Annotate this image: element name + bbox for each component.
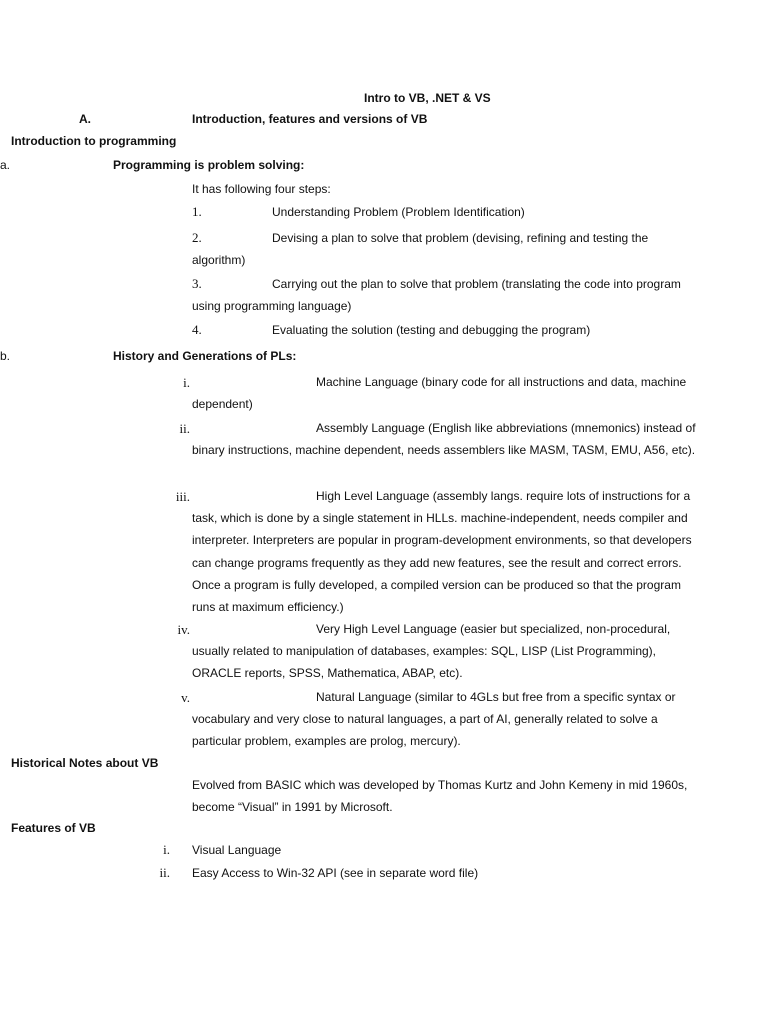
list-item-text: Assembly Language (English like abbreviations (mnemonics) instead of binary instructions, machine dependent, needs assemblers like MASM, TASM, EMU, A56, etc).	[192, 421, 696, 458]
step-number: 1.	[192, 204, 202, 219]
feature-item-text: Visual Language	[192, 843, 282, 857]
step-1	[192, 201, 704, 223]
subsection-b-label: b.	[0, 349, 11, 363]
section-a-label: A.	[79, 112, 91, 126]
step-number: 2.	[192, 230, 202, 245]
step-text: Carrying out the plan to solve that problem (translating the code into program using programming language)	[192, 277, 681, 314]
features-heading: Features of VB	[11, 821, 96, 835]
list-item-number: ii.	[159, 865, 170, 880]
step-number: 4.	[192, 322, 202, 337]
list-item-number: i.	[183, 375, 190, 390]
subsection-a-lead: It has following four steps:	[192, 182, 331, 196]
subsection-b-title: History and Generations of PLs:	[113, 349, 297, 363]
list-item-text: Natural Language (similar to 4GLs but free from a specific syntax or vocabulary and very close to natural languages, a part of AI, generally related to solve a particular problem, examples are prolog, mercury).	[192, 690, 676, 749]
list-item-number: iv.	[177, 622, 190, 637]
list-item	[192, 371, 704, 415]
historical-text: Evolved from BASIC which was developed by Thomas Kurtz and John Kemeny in mid 1960s, become “Visual” in 1991 by Microsoft.	[192, 778, 688, 815]
step-text: Devising a plan to solve that problem (devising, refining and testing the algorithm)	[192, 231, 649, 268]
subsection-a-title: Programming is problem solving:	[113, 158, 305, 172]
historical-heading: Historical Notes about VB	[11, 756, 159, 770]
feature-item-text: Easy Access to Win-32 API (see in separate word file)	[192, 866, 479, 880]
intro-heading: Introduction to programming	[11, 134, 177, 148]
list-item-number: v.	[181, 690, 190, 705]
list-item	[192, 686, 704, 753]
list-item	[192, 485, 704, 618]
step-2	[192, 227, 704, 271]
page-title: Intro to VB, .NET & VS	[364, 91, 491, 105]
list-item-number: ii.	[179, 421, 190, 436]
list-item-text: Machine Language (binary code for all instructions and data, machine dependent)	[192, 375, 687, 412]
step-number: 3.	[192, 276, 202, 291]
list-item-number: i.	[163, 842, 170, 857]
section-a-title: Introduction, features and versions of VB	[192, 112, 428, 126]
list-item	[192, 618, 704, 685]
list-item	[192, 417, 704, 461]
step-3	[192, 273, 704, 317]
list-item-text: Very High Level Language (easier but specialized, non-procedural, usually related to manipulation of databases, examples: SQL, LISP (List Programming), ORACLE reports, SPSS, Mathematica, ABAP, etc).	[192, 622, 671, 681]
list-item-text: High Level Language (assembly langs. require lots of instructions for a task, which is done by a single statement in HLLs. machine-independent, needs compiler and interpreter. Interpreters are popular in program-development environments, so that developers can change programs frequently as they add new features, see the result and correct errors. Once a program is fully developed, a compiled version can be produced so that the program runs at maximum efficiency.)	[192, 489, 692, 615]
step-text: Evaluating the solution (testing and debugging the program)	[272, 323, 591, 337]
subsection-a-label: a.	[0, 158, 11, 172]
step-4	[192, 319, 704, 341]
step-text: Understanding Problem (Problem Identification)	[272, 205, 525, 219]
list-item-number: iii.	[175, 489, 190, 504]
